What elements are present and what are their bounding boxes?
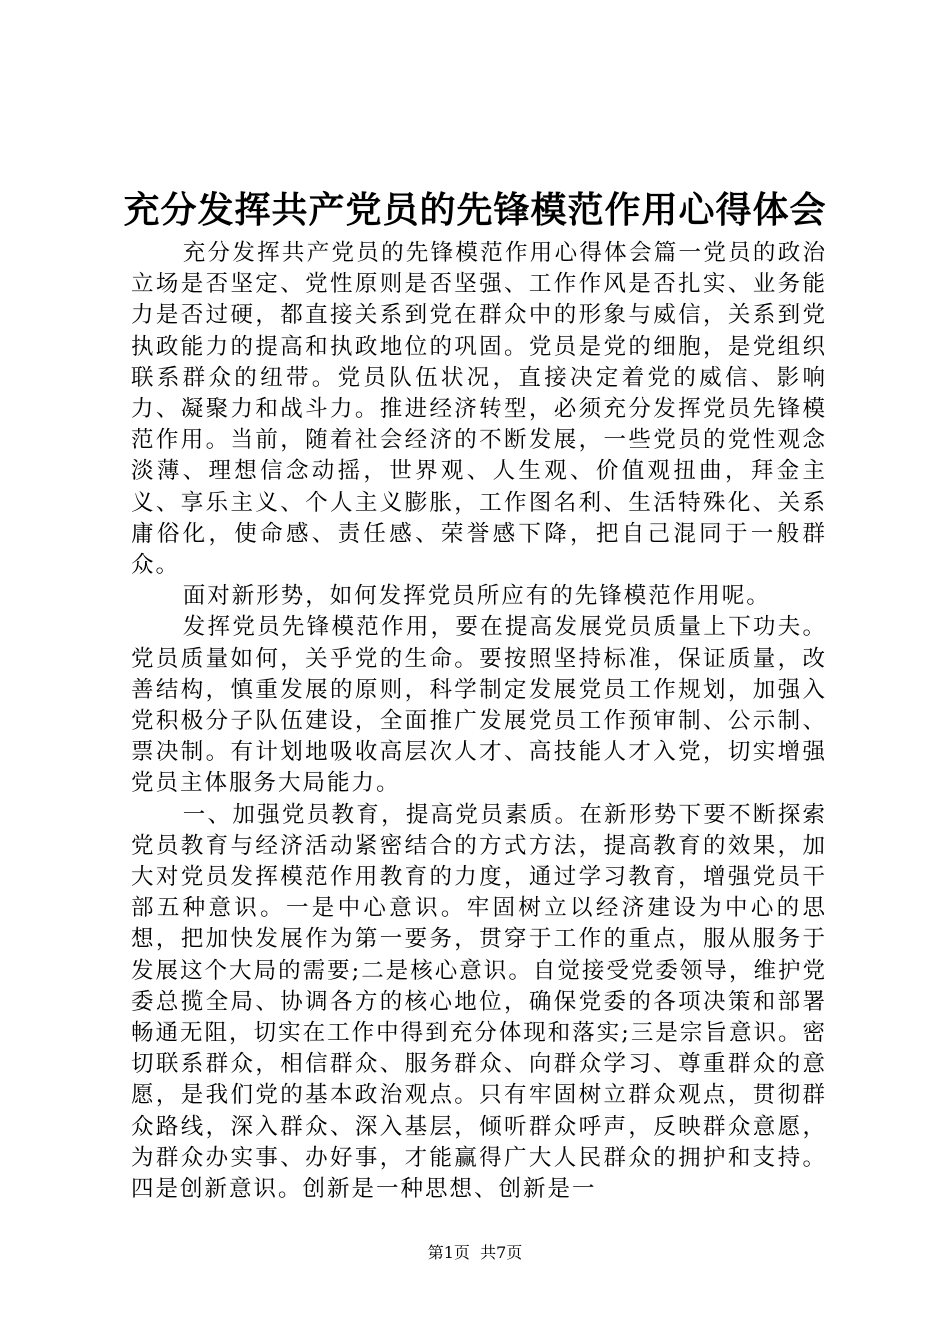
document-title: 充分发挥共产党员的先锋模范作用心得体会 — [123, 189, 827, 231]
page-number-label: 第1页 共7页 — [427, 1243, 523, 1262]
paragraph-2: 面对新形势，如何发挥党员所应有的先锋模范作用呢。 — [182, 583, 771, 610]
document-body — [131, 238, 827, 1205]
page-footer — [0, 1243, 950, 1263]
paragraph-3: 发挥党员先锋模范作用，要在提高发展党员质量上下功夫。党员质量如何，关乎党的生命。要按照坚持标准，保证质量，改善结构，慎重发展的原则，科学制定发展党员工作规划，加强入党积极分子队伍建设，全面推广发展党员工作预审制、公示制、票决制。有计划地吸收高层次人才、高技能人才入党，切实增强党员主体服务大局能力。 — [131, 614, 827, 797]
paragraph-4: 一、加强党员教育，提高党员素质。在新形势下要不断探索党员教育与经济活动紧密结合的方式方法，提高教育的效果，加大对党员发挥模范作用教育的力度，通过学习教育，增强党员干部五种意识。一是中心意识。牢固树立以经济建设为中心的思想，把加快发展作为第一要务，贯穿于工作的重点，服从服务于发展这个大局的需要;二是核心意识。自觉接受党委领导，维护党委总揽全局、协调各方的核心地位，确保党委的各项决策和部署畅通无阻，切实在工作中得到充分体现和落实;三是宗旨意识。密切联系群众，相信群众、服务群众、向群众学习、尊重群众的意愿，是我们党的基本政治观点。只有牢固树立群众观点，贯彻群众路线，深入群众、深入基层，倾听群众呼声，反映群众意愿，为群众办实事、办好事，才能赢得广大人民群众的拥护和支持。四是创新意识。创新是一种思想、创新是一 — [131, 801, 827, 1203]
paragraph-1: 充分发挥共产党员的先锋模范作用心得体会篇一党员的政治立场是否坚定、党性原则是否坚强、工作作风是否扎实、业务能力是否过硬，都直接关系到党在群众中的形象与威信，关系到党执政能力的提高和执政地位的巩固。党员是党的细胞，是党组织联系群众的纽带。党员队伍状况，直接决定着党的威信、影响力、凝聚力和战斗力。推进经济转型，必须充分发挥党员先锋模范作用。当前，随着社会经济的不断发展，一些党员的党性观念淡薄、理想信念动摇，世界观、人生观、价值观扭曲，拜金主义、享乐主义、个人主义膨胀，工作图名利、生活特殊化、关系庸俗化，使命感、责任感、荣誉感下降，把自己混同于一般群众。 — [131, 240, 827, 579]
